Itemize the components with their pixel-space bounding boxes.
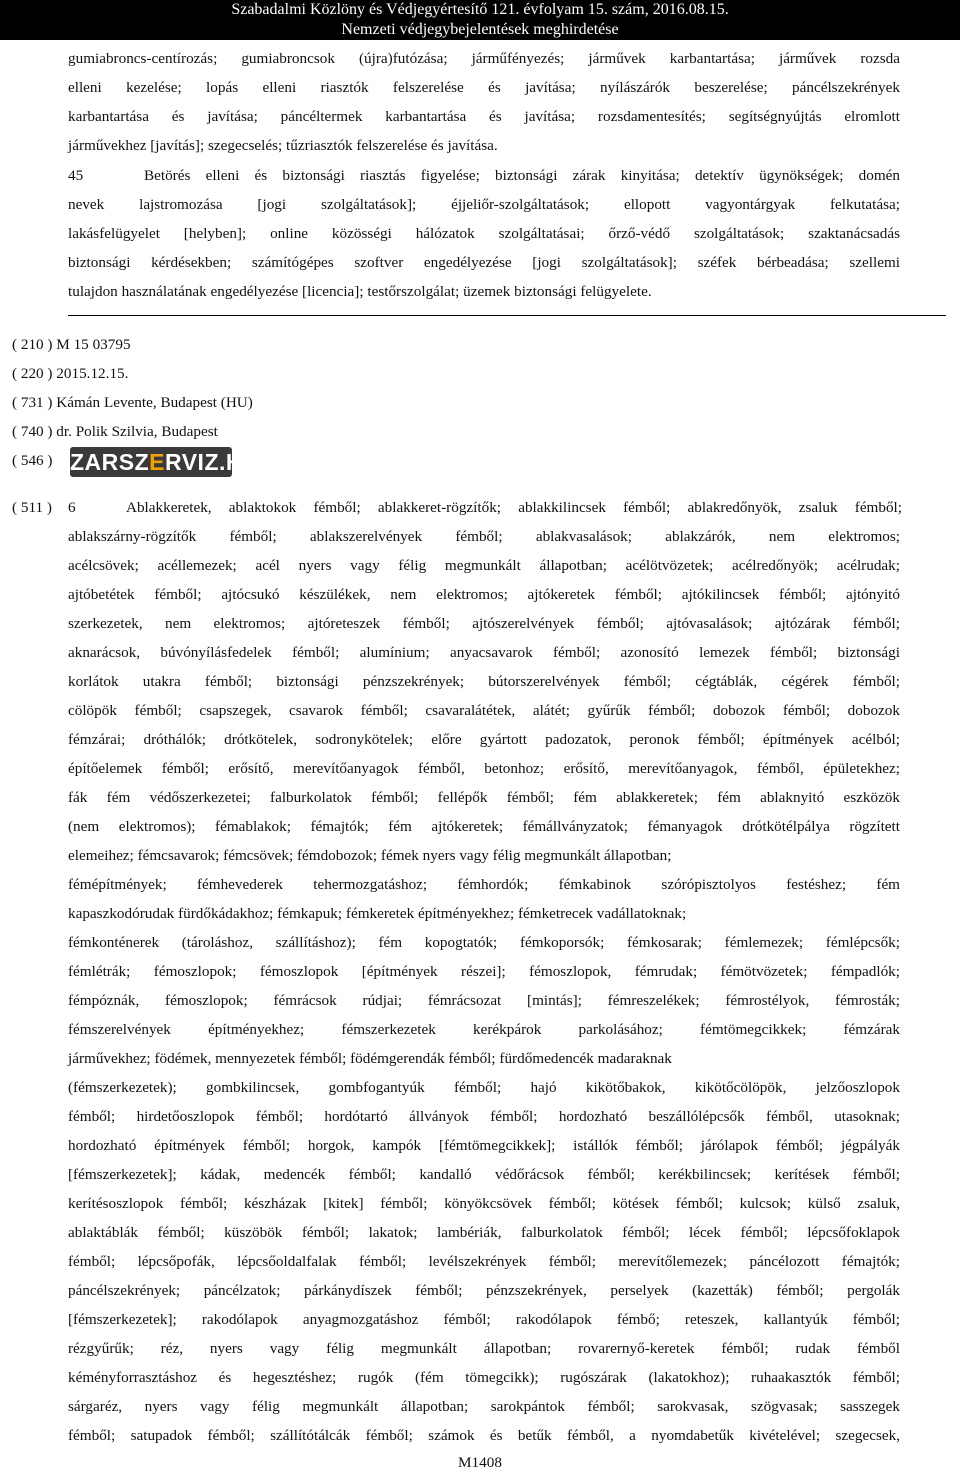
text-line: kapaszkodórudak fürdőkádakhoz; fémkapuk; fémkeretek építményekhez; fémketrecek vadállatoknak; [68, 905, 687, 922]
logo-text-accent: E [149, 449, 166, 475]
text-line: fémépítmények; fémhevederek tehermozgatáshoz; fémhordók; fémkabinok szórópisztolyos festéshez; fém [68, 876, 900, 893]
text-line: [fémszerkezetek]; rakodólapok anyagmozgatáshoz fémből; rakodólapok fémbő; reteszek, kallantyúk fémből; [68, 1311, 900, 1328]
text-line: acélcsövek; acéllemezek; acél nyers vagy félig megmunkált állapotban; acélötvözetek; acélredőnyök; acélrudak; [68, 557, 900, 574]
logo-text: ZARSZ [70, 449, 150, 475]
application-number: ( 210 ) M 15 03795 [12, 336, 131, 353]
field-code: ( 511 ) [12, 499, 52, 516]
class-6-paragraph [68, 522, 900, 1450]
text-line: Ablakkeretek, ablaktokok fémből; ablakkeret-rögzítők; ablakkilincsek fémből; ablakredőnyök, zsaluk fémből; [126, 499, 902, 516]
text-line: ablaktáblák fémből; küszöbök fémből; lakatok; lambériák, falburkolatok fémből; lécek fémből; lépcsőfoklapok [68, 1224, 900, 1241]
text-line: nevek lajstromozása [jogi szolgáltatások]; éjjeliőr-szolgáltatások; ellopott vagyontárgyak felkutatása; [68, 196, 900, 213]
text-line: fémből; lépcsőpofák, lépcsőoldalfalak fémből; levélszekrények fémből; merevítőlemezek; páncélozott fémajtók; [68, 1253, 900, 1270]
text-line: kerítésoszlopok fémből; készházak [kitek] fémből; könyökcsövek fémből; kötések fémből; kulcsok; külső zsaluk, [68, 1195, 900, 1212]
text-line: kéményforrasztáshoz és hegesztéshez; rugók (fém tömegcikk); rugószárak (lakatokhoz); ruhaakasztók fémből; [68, 1369, 900, 1386]
text-line: korlátok utakra fémből; biztonsági pénzszekrények; bútorszerelvények fémből; cégtáblák, cégérek fémből; [68, 673, 900, 690]
journal-header [0, 0, 960, 40]
class-45-paragraph [68, 161, 900, 306]
logo-text: RVIZ.HU [165, 449, 261, 475]
text-line: fémszerelvények építményekhez; fémszerkezetek kerékpárok parkolásához; fémtömegcikkek; fémzárak [68, 1021, 900, 1038]
text-line: ablakszárny-rögzítők fémből; ablakszerelvények fémből; ablakvasalások; ablakzárók, nem elektromos; [68, 528, 900, 545]
text-line: fémzárai; dróthálók; drótkötelek, sodronykötelek; előre gyártott padozatok, peronok fémből; építmények acélból; [68, 731, 900, 748]
text-line: sárgaréz, nyers vagy félig megmunkált állapotban; sarokpántok fémből; sarokvasak, szögvasak; sasszegek [68, 1398, 900, 1415]
text-line: fémből; hirdetőoszlopok fémből; hordótartó állványok fémből; hordozható beszállólépcsők fémből, utasoknak; [68, 1108, 900, 1125]
text-line: aknarácsok, búvónyílásfedelek fémből; alumínium; anyacsavarok fémből; azonosító lemezek fémből; biztonsági [68, 644, 900, 661]
text-line: fák fém védőszerkezetei; falburkolatok fémből; fellépők fémből; fém ablakkeretek; fém ablaknyitó eszközök [68, 789, 900, 806]
text-line: cölöpök fémből; csapszegek, csavarok fémből; csavaralátétek, alátét; gyűrűk fémből; dobozok fémből; dobozok [68, 702, 900, 719]
text-line: (fémszerkezetek); gombkilincsek, gombfogantyúk fémből; hajó kikötőbakok, kikötőcölöpök, jelzőoszlopok [68, 1079, 900, 1096]
text-line: építőelemek fémből; erősítő, merevítőanyagok fémből, betonhoz; erősítő, merevítőanyagok, fémből, épületekhez; [68, 760, 900, 777]
text-line: tulajdon használatának engedélyezése [licencia]; testőrszolgálat; üzemek biztonsági felügyelete. [68, 283, 652, 300]
text-line: ajtóbetétek fémből; ajtócsukó készülékek, nem elektromos; ajtókeretek fémből; ajtókilincsek fémből; ajtónyitó [68, 586, 900, 603]
text-line: karbantartása és javítása; páncéltermek karbantartása és javítása; rozsdamentesítés; segítségnyújtás elromlott [68, 108, 900, 125]
text-line: elleni kezelése; lopás elleni riasztók felszerelése és javítása; nyílászárók beszerelése; páncélszekrények [68, 79, 900, 96]
text-line: rézgyűrűk; réz, nyers vagy félig megmunkált állapotban; rovarernyő-keretek fémből; rudak fémből [68, 1340, 900, 1357]
text-line: járművekhez [javítás]; szegecselés; tűzriasztók felszerelése és javítása. [68, 137, 498, 154]
applicant: ( 731 ) Kámán Levente, Budapest (HU) [12, 394, 253, 411]
text-line: járművekhez; födémek, mennyezetek fémből; födémgerendák fémből; fürdőmedencék madaraknak [68, 1050, 672, 1067]
filing-date: ( 220 ) 2015.12.15. [12, 365, 129, 382]
text-line: fémkonténerek (tároláshoz, szállításhoz); fém kopogtatók; fémkoporsók; fémkosarak; fémlemezek; fémlépcsők; [68, 934, 900, 951]
text-line: biztonsági kérdésekben; számítógépes szoftver engedélyezése [jogi szolgáltatások]; széfek bérbeadása; szellemi [68, 254, 900, 271]
text-line: [fémszerkezetek]; kádak, medencék fémből; kandalló védőrácsok fémből; kerékbilincsek; kerítések fémből; [68, 1166, 900, 1183]
journal-title: Szabadalmi Közlöny és Védjegyértesítő 121. évfolyam 15. szám, 2016.08.15. [231, 1, 729, 18]
page-number: M1408 [458, 1454, 502, 1471]
text-line: elemeihez; fémcsavarok; fémcsövek; fémdobozok; fémek nyers vagy félig megmunkált állapotban; [68, 847, 672, 864]
mark-label: ( 546 ) [12, 452, 53, 469]
section-title: Nemzeti védjegybejelentések meghirdetése [341, 21, 619, 38]
trademark-logo [70, 447, 261, 477]
class-number: 6 [68, 499, 76, 516]
text-line: páncélszekrények; páncélzatok; párkánydíszek fémből; pénzszekrények, perselyek (kazetták) fémből; pergolák [68, 1282, 900, 1299]
text-line: lakásfelügyelet [helyben]; online közösségi hálózatok szolgáltatásai; őrző-védő szolgáltatások; szaktanácsadás [68, 225, 900, 242]
text-line: gumiabroncs-centírozás; gumiabroncsok (újra)futózása; járműfényezés; járművek karbantartása; járművek rozsda [68, 50, 900, 67]
nice-class-field [12, 493, 76, 522]
text-line: (nem elektromos); fémablakok; fémajtók; fém ajtókeretek; fémállványzatok; fémanyagok drótkötélpálya rögzített [68, 818, 900, 835]
continuation-paragraph [68, 44, 900, 160]
text-line: 45 Betörés elleni és biztonsági riasztás figyelése; biztonsági zárak kinyitása; detektív ügynökségek; domén [68, 167, 900, 184]
record-divider [68, 315, 946, 316]
text-line: hordozható építmények fémből; horgok, kampók [fémtömegcikkek]; istállók fémből; járólapok fémből; jégpályák [68, 1137, 900, 1154]
text-line: fémlétrák; fémoszlopok; fémoszlopok [építmények részei]; fémoszlopok, fémrudak; fémötvözetek; fémpadlók; [68, 963, 900, 980]
representative: ( 740 ) dr. Polik Szilvia, Budapest [12, 423, 218, 440]
class-6-first-line [126, 493, 902, 522]
text-line: szerkezetek, nem elektromos; ajtóreteszek fémből; ajtószerelvények fémből; ajtóvasalások; ajtózárak fémből; [68, 615, 900, 632]
text-line: fémpóznák, fémoszlopok; fémrácsok rúdjai; fémrácsozat [mintás]; fémreszelékek; fémrostélyok, fémrosták; [68, 992, 900, 1009]
text-line: fémből; satupadok fémből; szállítótálcák fémből; számok és betűk fémből, a nyomdabetűk kivételével; szegecsek, [68, 1427, 900, 1444]
